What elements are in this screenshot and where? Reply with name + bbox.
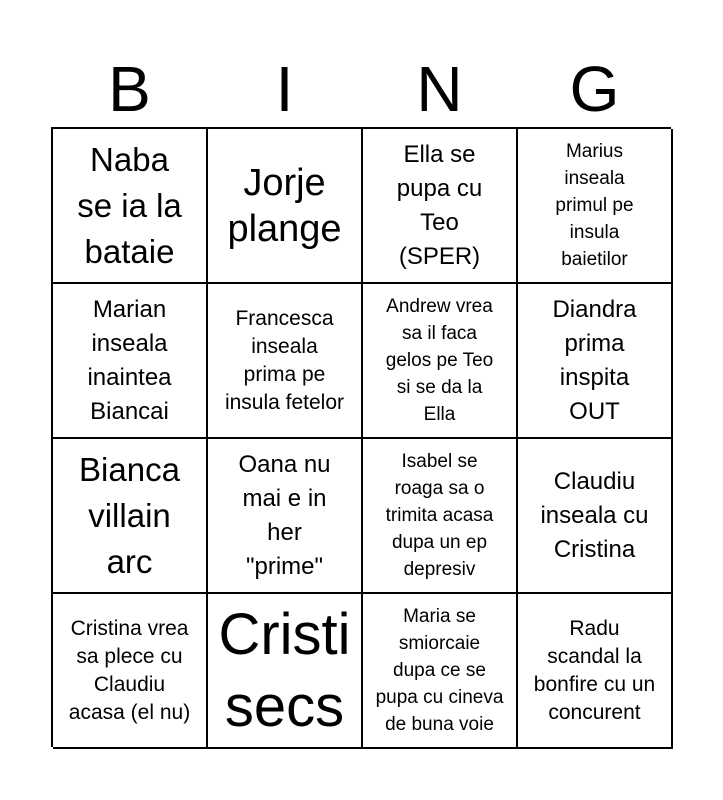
bingo-cell[interactable] <box>208 594 363 749</box>
header-letter-g: G <box>569 53 620 125</box>
cell-text: Claudiu inseala cu Cristina <box>540 467 649 563</box>
bingo-cell[interactable] <box>518 129 673 284</box>
bingo-cell[interactable] <box>363 439 518 594</box>
cell-text: Naba se ia la bataie <box>77 140 182 270</box>
cell-text: Oana nu mai e in her "prime" <box>238 450 331 580</box>
header-letter-n: N <box>416 53 463 125</box>
bingo-cell[interactable] <box>53 284 208 439</box>
cell-text: Isabel se roaga sa o trimita acasa dupa un ep depresiv <box>385 451 494 580</box>
bingo-grid <box>51 127 671 747</box>
bingo-cell[interactable] <box>518 594 673 749</box>
cell-text: Andrew vrea sa il faca gelos pe Teo si se da la Ella <box>385 296 494 425</box>
cell-text: Radu scandal la bonfire cu un concurent <box>533 616 656 724</box>
bingo-cell[interactable] <box>518 439 673 594</box>
bingo-cell[interactable] <box>208 439 363 594</box>
bingo-cell[interactable] <box>53 594 208 749</box>
bingo-cell[interactable] <box>53 439 208 594</box>
cell-text: Bianca villain arc <box>79 450 180 580</box>
cell-text: Diandra prima inspita OUT <box>552 295 637 425</box>
cell-text: Cristina vrea sa plece cu Claudiu acasa (el nu) <box>68 616 191 724</box>
cell-text: Francesca inseala prima pe insula fetelor <box>224 306 345 414</box>
cell-text: Jorje plange <box>227 161 342 250</box>
bingo-cell[interactable] <box>53 129 208 284</box>
bingo-cell[interactable] <box>518 284 673 439</box>
header-letter-b: B <box>108 53 151 125</box>
bingo-header <box>52 52 672 126</box>
cell-text: Marius inseala primul pe insula baietilor <box>555 141 634 270</box>
cell-text: Cristi secs <box>218 601 351 739</box>
header-letter-i: I <box>275 53 294 125</box>
bingo-cell[interactable] <box>363 129 518 284</box>
bingo-cell[interactable] <box>208 129 363 284</box>
bingo-cell[interactable] <box>363 594 518 749</box>
bingo-cell[interactable] <box>208 284 363 439</box>
cell-text: Ella se pupa cu Teo (SPER) <box>396 140 483 270</box>
cell-text: Marian inseala inaintea Biancai <box>87 295 172 425</box>
cell-text: Maria se smiorcaie dupa ce se pupa cu cineva de buna voie <box>375 606 504 735</box>
bingo-cell[interactable] <box>363 284 518 439</box>
